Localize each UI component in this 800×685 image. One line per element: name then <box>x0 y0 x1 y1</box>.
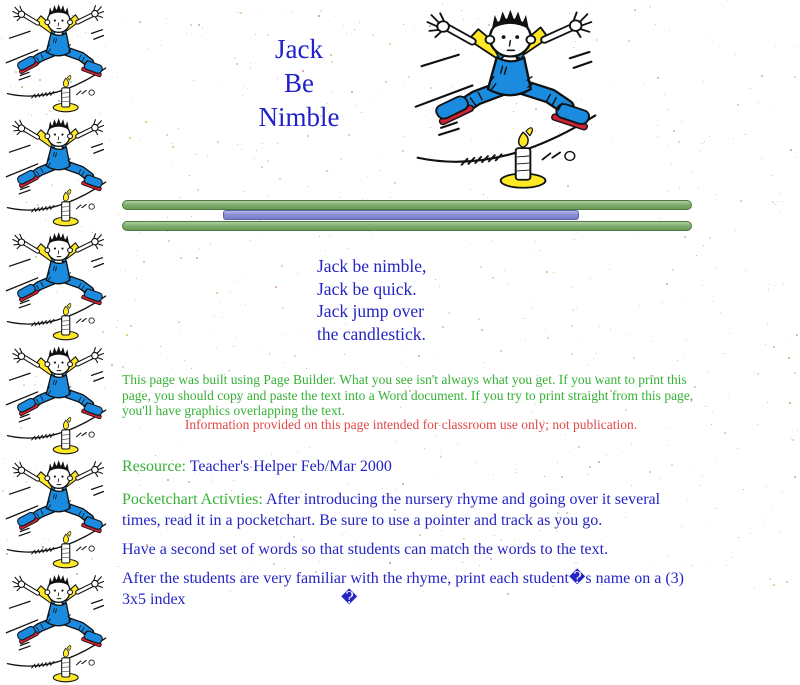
page-builder-notice: This page was built using Page Builder. What you see isn't always what you get. If you want to print this page, you should copy and paste the text into a Word document. If you try to print straight from this page, you'll have graphics overlapping the text. <box>122 372 694 418</box>
jumping-boy-clipart <box>2 459 110 571</box>
rhyme-line: Jack be nimble, <box>317 256 427 276</box>
nursery-rhyme <box>317 255 426 345</box>
pocketchart-label: Pocketchart Activties: <box>122 491 263 508</box>
page-title <box>238 32 360 134</box>
match-words-line: Have a second set of words so that students can match the words to the text. <box>122 541 609 558</box>
divider-bar-green-bottom <box>122 221 692 231</box>
divider-bar-purple <box>223 210 579 220</box>
sidebar-clipart-column <box>0 0 114 594</box>
divider-bar-green-top <box>122 200 692 210</box>
jumping-boy-clipart <box>2 573 110 685</box>
resource-value: Teacher's Helper Feb/Mar 2000 <box>185 458 392 475</box>
page-title-line: Nimble <box>258 102 340 132</box>
clipped-next-line-char: � <box>341 590 358 607</box>
pocketchart-text: After introducing the nursery rhyme and going over it several times, read it in a pocketchart. Be sure to use a pointer and track as you go. <box>122 491 661 529</box>
rhyme-line: the candlestick. <box>317 323 426 344</box>
index-cards-line: After the students are very familiar with the rhyme, print each student�s name on a (3) 3x5 index <box>122 570 684 608</box>
rhyme-line: Jack jump over <box>317 301 424 321</box>
rhyme-line: Jack be quick. <box>317 278 417 299</box>
jumping-boy-clipart-large <box>408 8 603 193</box>
jumping-boy-clipart <box>2 345 110 457</box>
page-title-line: Be <box>284 68 314 98</box>
resource-label: Resource: <box>122 458 186 475</box>
page-title-line: Jack <box>275 34 323 64</box>
pocketchart-paragraph <box>122 489 702 531</box>
jumping-boy-clipart <box>2 117 110 229</box>
jumping-boy-clipart <box>2 231 110 343</box>
classroom-use-notice: Information provided on this page intended for classroom use only; not publication. <box>184 417 638 432</box>
jumping-boy-clipart <box>2 3 110 115</box>
resource-line <box>122 456 702 477</box>
